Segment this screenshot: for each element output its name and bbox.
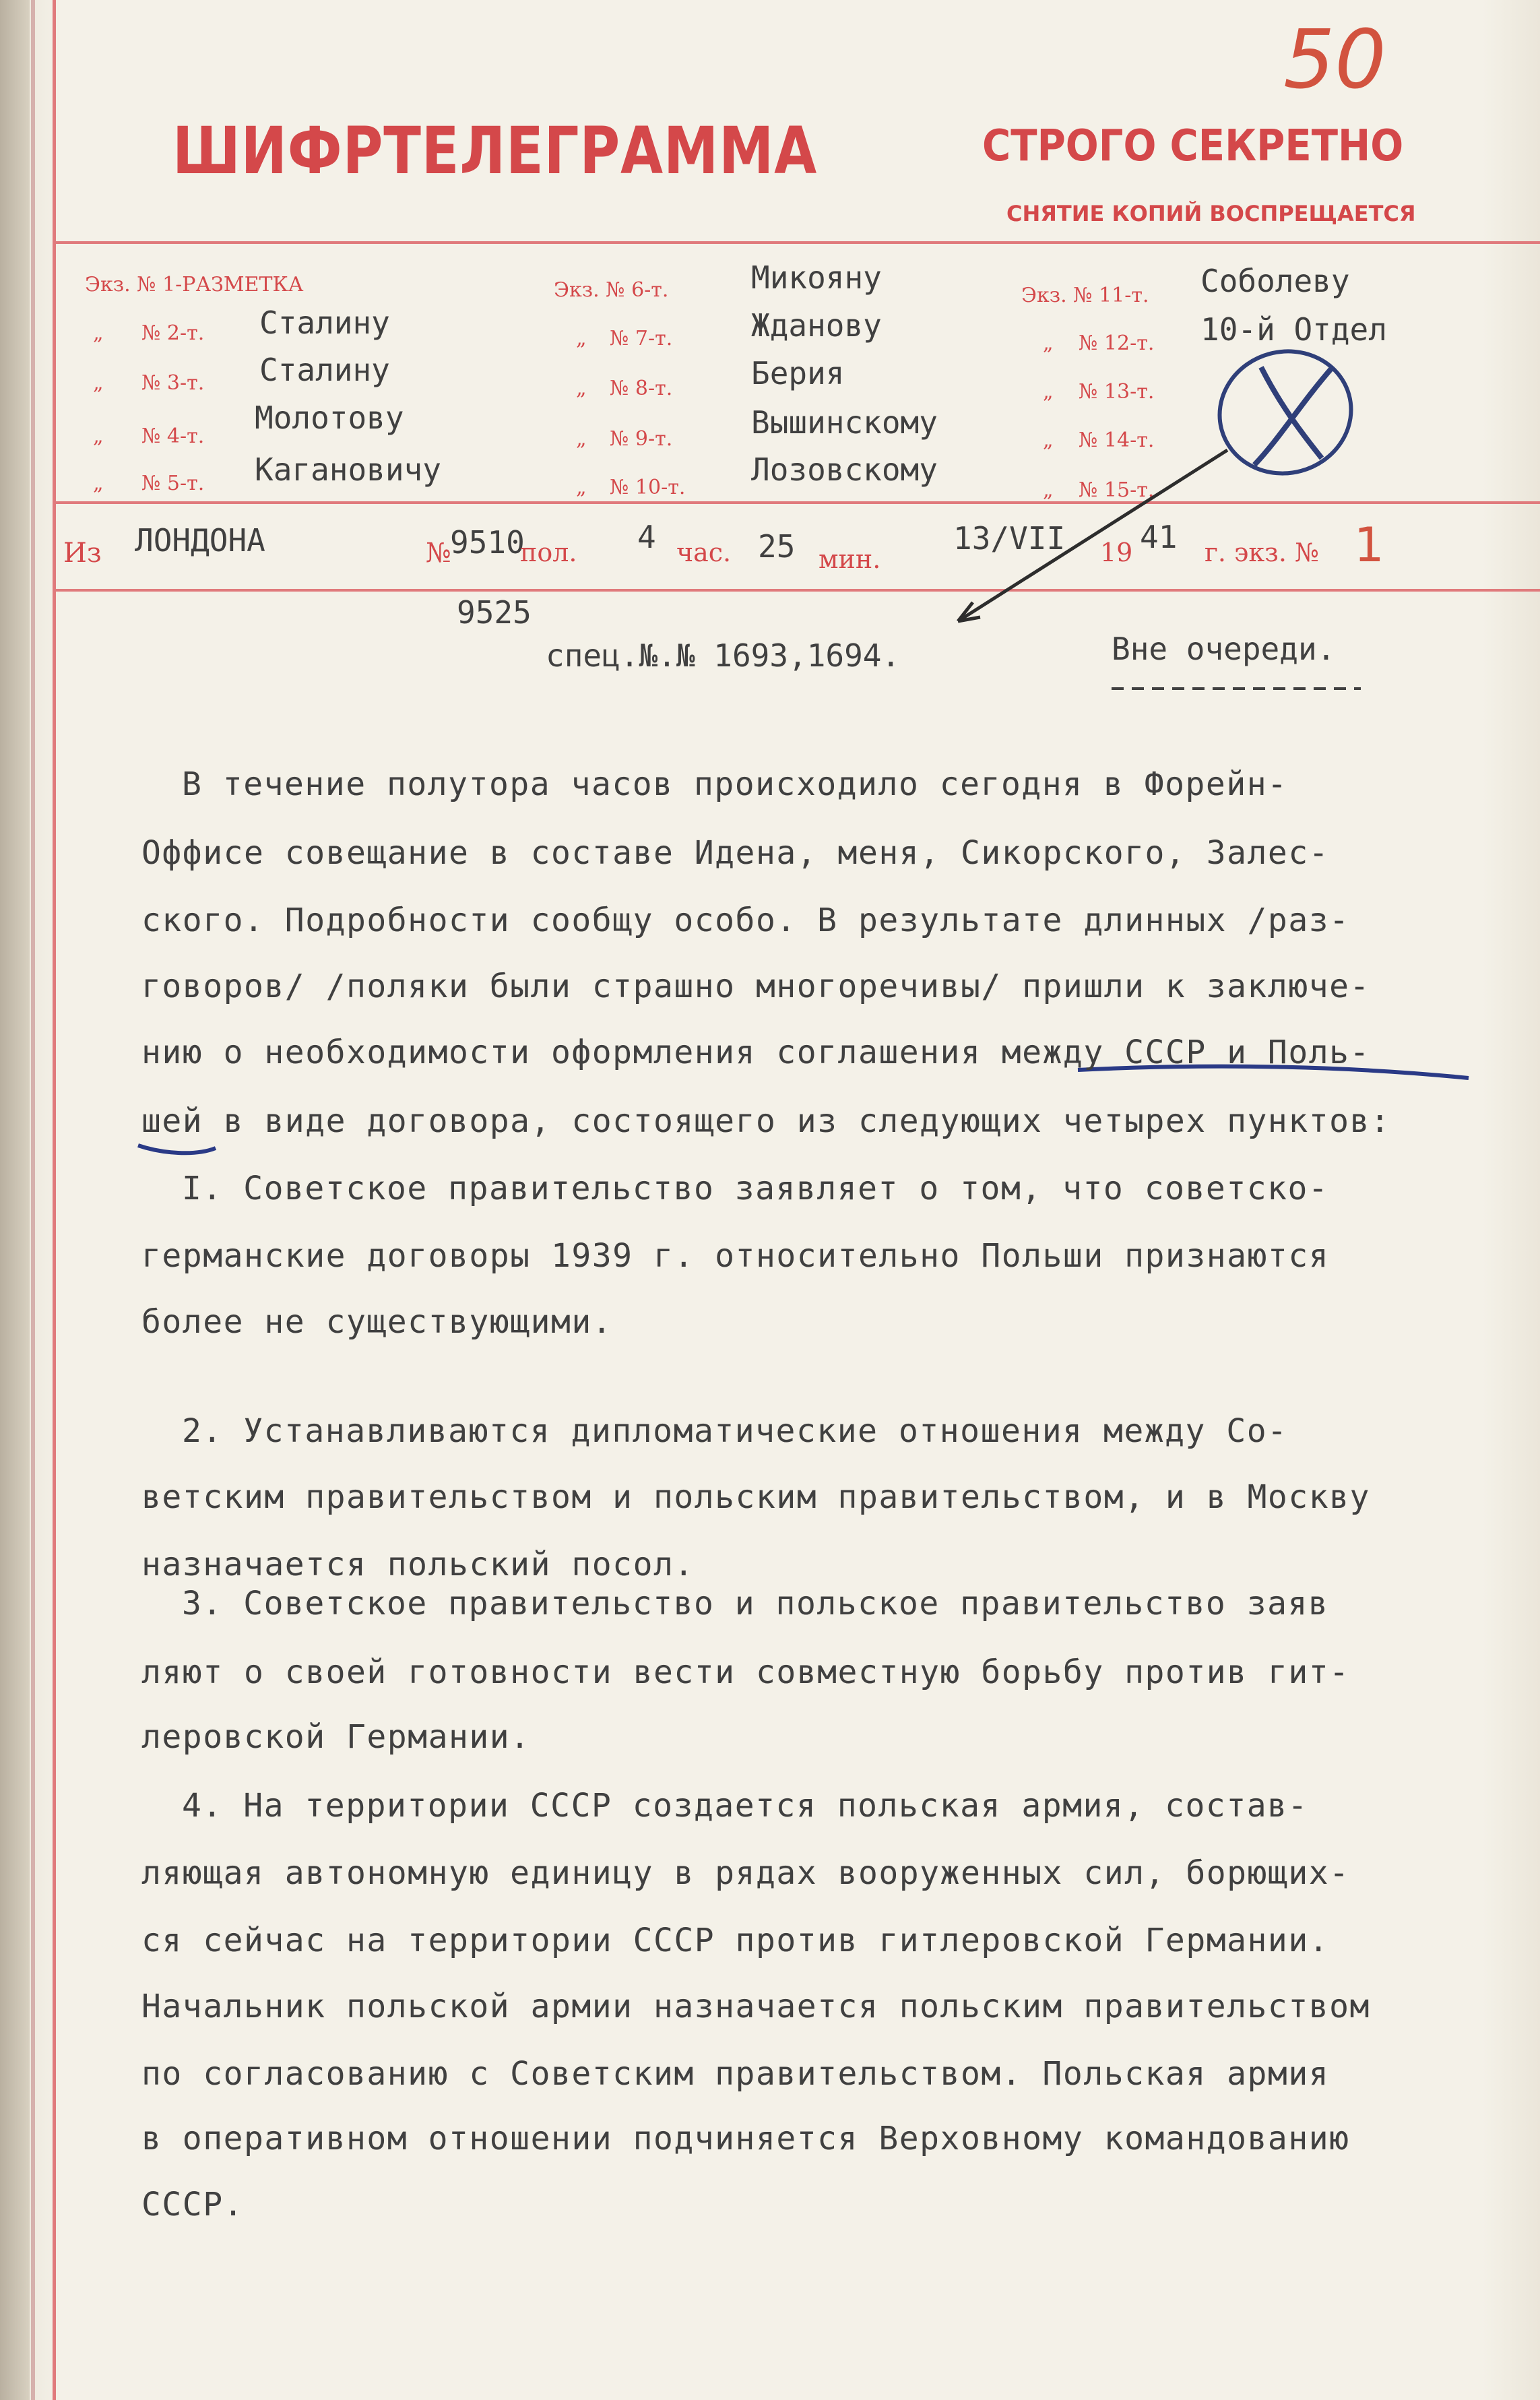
ditto-mark: „ (93, 371, 104, 395)
body-line: Оффисе совещание в составе Идена, меня, Сикорского, Залес- (141, 834, 1330, 872)
second-number: 9525 (457, 594, 532, 631)
ditto-mark: „ (93, 424, 104, 448)
ditto-mark: „ (576, 427, 587, 451)
copy-prohibition: СНЯТИЕ КОПИЙ ВОСПРЕЩАЕТСЯ (1006, 201, 1416, 226)
dist-recipient: Берия (751, 355, 845, 391)
received-hour: 4 (637, 519, 656, 555)
body-line: ляют о своей готовности вести совместную борьбу против гит- (141, 1653, 1350, 1691)
body-line: ского. Подробности сообщу особо. В результате длинных /раз- (141, 902, 1350, 939)
pointer-arrow (958, 450, 1227, 621)
special-refs: спец.№.№ 1693,1694. (546, 637, 901, 674)
dist-recipient: Соболеву (1200, 263, 1350, 299)
body-line: леровской Германии. (141, 1718, 531, 1756)
dist-label: № 3-т. (141, 371, 205, 395)
ditto-mark: „ (93, 472, 104, 495)
arrow-head (958, 602, 980, 621)
dist-label: Экз. № 11-т. (1021, 284, 1149, 307)
body-line: 2. Устанавливаются дипломатические отношения между Со- (182, 1412, 1288, 1450)
body-line: германские договоры 1939 г. относительно Польши признаются (141, 1237, 1330, 1275)
dist-label: № 5-т. (141, 472, 205, 495)
hour-label: час. (676, 538, 732, 567)
received-label: пол. (520, 538, 577, 567)
form-title: ШИФРТЕЛЕГРАММА (172, 113, 818, 189)
dist-label: Экз. № 6-т. (554, 278, 669, 302)
dist-label: № 15-т. (1079, 478, 1155, 502)
body-line: назначается польский посол. (141, 1546, 695, 1583)
dist-label: № 10-т. (610, 476, 686, 499)
body-line: шей в виде договора, состоящего из следующих четырех пунктов: (141, 1102, 1391, 1140)
body-line: по согласованию с Советским правительством. Польская армия (141, 2055, 1330, 2093)
archive-page-number: 50 (1283, 13, 1386, 107)
ditto-mark: „ (1043, 331, 1054, 355)
body-line: 4. На территории СССР создается польская армия, состав- (182, 1787, 1308, 1825)
copy-number: 1 (1354, 517, 1384, 573)
dist-recipient: Микояну (751, 259, 882, 296)
dist-label: № 4-т. (141, 424, 205, 448)
copy-label: г. экз. № (1205, 538, 1319, 567)
underline-mark (138, 1145, 216, 1153)
ditto-mark: „ (576, 476, 587, 499)
origin-city: ЛОНДОНА (135, 522, 265, 559)
dist-recipient: 10-й Отдел (1200, 311, 1387, 348)
body-line: нию о необходимости оформления соглашения между СССР и Поль- (141, 1034, 1370, 1071)
dist-recipient: Молотову (255, 400, 404, 436)
body-line: в оперативном отношении подчиняется Верховному командованию (141, 2120, 1350, 2157)
ditto-mark: „ (1043, 478, 1054, 502)
dist-label: № 12-т. (1079, 331, 1155, 355)
body-line: Начальник польской армии назначается польским правительством (141, 1988, 1370, 2025)
ditto-mark: „ (576, 377, 587, 400)
ditto-mark: „ (576, 327, 587, 350)
body-line: ся сейчас на территории СССР против гитлеровской Германии. (141, 1922, 1330, 1959)
dist-label: № 14-т. (1079, 429, 1155, 452)
dist-recipient: Сталину (259, 305, 390, 341)
body-line: более не существующими. (141, 1303, 613, 1341)
body-line: СССР. (141, 2186, 244, 2223)
dist-recipient: Жданову (751, 307, 882, 344)
dist-recipient: Вышинскому (751, 404, 938, 441)
minutes-label: мин. (819, 544, 881, 574)
dist-label: № 7-т. (610, 327, 673, 350)
ditto-mark: „ (1043, 380, 1054, 404)
body-line: говоров/ /поляки были страшно многоречивы/ пришли к заключе- (141, 968, 1370, 1005)
dist-recipient: Лозовскому (751, 451, 938, 488)
dist-label: № 13-т. (1079, 380, 1155, 404)
body-line: 3. Советское правительство и польское правительство заяв (182, 1585, 1329, 1622)
from-label: Из (63, 538, 102, 569)
body-line: I. Советское правительство заявляет о том, что советско- (182, 1170, 1329, 1207)
dist-label: Экз. № 1-РАЗМЕТКА (85, 273, 304, 296)
year-suffix: 41 (1140, 519, 1178, 555)
dist-label: № 8-т. (610, 377, 673, 400)
priority-mark: Вне очереди. (1112, 631, 1336, 667)
received-minutes: 25 (758, 528, 796, 565)
ditto-mark: „ (1043, 429, 1054, 452)
dist-label: № 9-т. (610, 427, 673, 451)
ditto-mark: „ (93, 321, 104, 345)
number-label: № (426, 538, 451, 569)
dist-recipient: Кагановичу (255, 451, 441, 488)
body-line: ляющая автономную единицу в рядах вооруженных сил, борющих- (141, 1854, 1350, 1892)
telegram-number: 9510 (450, 524, 525, 561)
dist-recipient: Сталину (259, 352, 390, 388)
body-line: В течение полутора часов происходило сегодня в Форейн- (182, 765, 1288, 803)
received-date: 13/VII (953, 520, 1066, 557)
dist-label: № 2-т. (141, 321, 205, 345)
body-line: ветским правительством и польским правительством, и в Москву (141, 1478, 1370, 1516)
year-prefix: 19 (1100, 538, 1133, 567)
secrecy-stamp: СТРОГО СЕКРЕТНО (982, 121, 1404, 171)
